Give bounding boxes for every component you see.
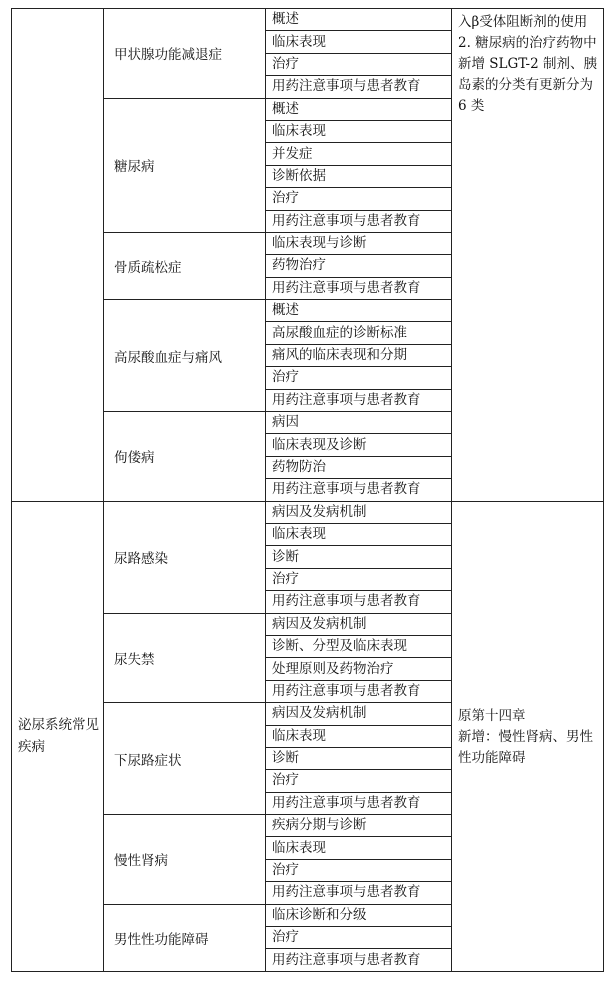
- topic-cell: 诊断: [266, 747, 452, 769]
- note-line: 原第十四章: [458, 708, 526, 725]
- topic-cell: 临床诊断和分级: [266, 904, 452, 926]
- topic-cell: 用药注意事项与患者教育: [266, 882, 452, 904]
- topic-cell: 诊断: [266, 546, 452, 568]
- topic-cell: 用药注意事项与患者教育: [266, 479, 452, 501]
- syllabus-table: [11, 8, 604, 972]
- topic-cell: 临床表现: [266, 523, 452, 545]
- topic-cell: 用药注意事项与患者教育: [266, 210, 452, 232]
- topic-cell: 用药注意事项与患者教育: [266, 277, 452, 299]
- topic-cell: 概述: [266, 9, 452, 31]
- topic-cell: 概述: [266, 300, 452, 322]
- disease-cell: 佝偻病: [104, 412, 266, 502]
- topic-cell: 治疗: [266, 770, 452, 792]
- topic-cell: 诊断依据: [266, 165, 452, 187]
- system-cell: 泌尿系统常见疾病: [12, 501, 104, 971]
- topic-cell: 疾病分期与诊断: [266, 815, 452, 837]
- note-line: 新增：慢性肾病、男性性功能障碍: [458, 729, 593, 767]
- topic-cell: 用药注意事项与患者教育: [266, 680, 452, 702]
- disease-cell: 下尿路症状: [104, 703, 266, 815]
- topic-cell: 用药注意事项与患者教育: [266, 591, 452, 613]
- topic-cell: 药物防治: [266, 456, 452, 478]
- topic-cell: 用药注意事项与患者教育: [266, 389, 452, 411]
- table-row: [12, 9, 604, 31]
- note-line: 2. 糖尿病的治疗药物中新增 SLGT-2 制剂、胰岛素的分类有更新分为 6 类: [458, 35, 597, 114]
- note-cell: [452, 9, 604, 502]
- disease-cell: 糖尿病: [104, 98, 266, 232]
- topic-cell: 病因及发病机制: [266, 703, 452, 725]
- topic-cell: 处理原则及药物治疗: [266, 658, 452, 680]
- topic-cell: 治疗: [266, 568, 452, 590]
- topic-cell: 临床表现: [266, 31, 452, 53]
- topic-cell: 临床表现: [266, 837, 452, 859]
- disease-cell: 男性性功能障碍: [104, 904, 266, 971]
- topic-cell: 病因及发病机制: [266, 613, 452, 635]
- table-row: [12, 501, 604, 523]
- topic-cell: 用药注意事项与患者教育: [266, 949, 452, 971]
- disease-cell: 尿路感染: [104, 501, 266, 613]
- note-line: 入β受体阻断剂的使用: [458, 14, 588, 30]
- topic-cell: 治疗: [266, 367, 452, 389]
- disease-cell: 甲状腺功能减退症: [104, 9, 266, 99]
- topic-cell: 痛风的临床表现和分期: [266, 344, 452, 366]
- topic-cell: 治疗: [266, 188, 452, 210]
- topic-cell: 概述: [266, 98, 452, 120]
- system-cell: [12, 9, 104, 502]
- topic-cell: 并发症: [266, 143, 452, 165]
- disease-cell: 高尿酸血症与痛风: [104, 300, 266, 412]
- topic-cell: 治疗: [266, 53, 452, 75]
- topic-cell: 治疗: [266, 859, 452, 881]
- topic-cell: 用药注意事项与患者教育: [266, 792, 452, 814]
- topic-cell: 临床表现及诊断: [266, 434, 452, 456]
- topic-cell: 临床表现与诊断: [266, 232, 452, 254]
- topic-cell: 病因及发病机制: [266, 501, 452, 523]
- topic-cell: 临床表现: [266, 120, 452, 142]
- topic-cell: 诊断、分型及临床表现: [266, 635, 452, 657]
- topic-cell: 用药注意事项与患者教育: [266, 76, 452, 98]
- disease-cell: 慢性肾病: [104, 815, 266, 905]
- topic-cell: 药物治疗: [266, 255, 452, 277]
- topic-cell: 高尿酸血症的诊断标准: [266, 322, 452, 344]
- note-cell: [452, 501, 604, 971]
- disease-cell: 骨质疏松症: [104, 232, 266, 299]
- topic-cell: 病因: [266, 412, 452, 434]
- topic-cell: 治疗: [266, 927, 452, 949]
- disease-cell: 尿失禁: [104, 613, 266, 703]
- topic-cell: 临床表现: [266, 725, 452, 747]
